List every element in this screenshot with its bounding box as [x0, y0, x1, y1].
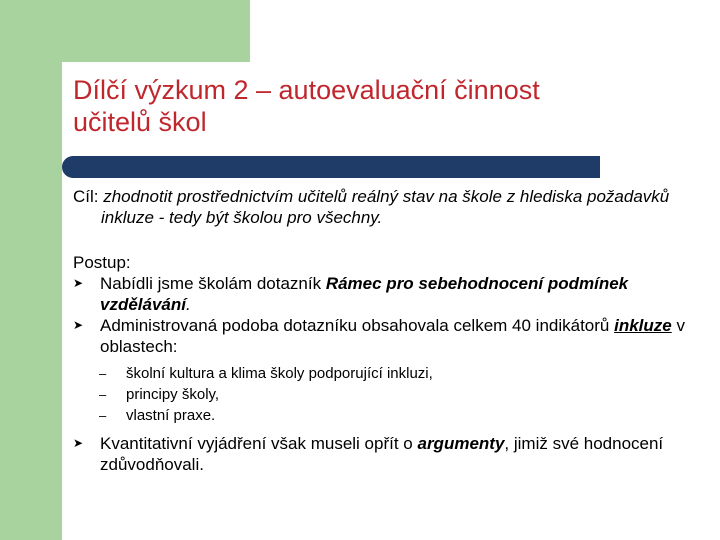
bullet-text: Kvantitativní vyjádření však museli opřít o [100, 434, 418, 453]
bullet-end: . [186, 295, 191, 314]
sub-item [73, 384, 693, 405]
goal-label: Cíl: [73, 187, 99, 206]
bullet-item-questionnaire [73, 273, 693, 315]
bullet-end: v oblastech: [100, 316, 685, 356]
bullet-end: , jimiž své hodnocení zdůvodňovali. [100, 434, 664, 474]
indicator-areas-list [73, 357, 693, 433]
bullet-item-indicators [73, 315, 693, 357]
bullet-emphasis: argumenty [417, 434, 505, 453]
dash-bullet: – [99, 366, 107, 381]
spacer [73, 228, 693, 252]
arrowhead-bullet-icon: ➤ [73, 318, 84, 332]
dash-bullet: – [99, 408, 107, 423]
sub-item [73, 405, 693, 426]
slide-title [73, 74, 693, 138]
bullet-emphasis: inkluze [614, 316, 672, 335]
dash-bullet: – [99, 387, 107, 402]
arrowhead-bullet-icon: ➤ [73, 276, 84, 290]
sub-item-text: vlastní praxe. [126, 407, 216, 424]
bullet-text: Nabídli jsme školám dotazník [100, 274, 326, 293]
bullet-text: Administrovaná podoba dotazníku obsahovala celkem 40 indikátorů [100, 316, 615, 335]
slide-body [73, 186, 693, 475]
sub-item-text: školní kultura a klima školy podporující inkluzi, [126, 365, 433, 382]
sub-item [73, 363, 693, 384]
title-line-1: Dílčí výzkum 2 – autoevaluační činnost [73, 75, 540, 105]
bullet-emphasis: Rámec pro sebehodnocení podmínek vzdělávání [100, 274, 629, 314]
goal-text: zhodnotit prostřednictvím učitelů reálný stav na škole z hlediska požadavků inkluze - tedy být školou pro všechny. [98, 187, 670, 227]
arrowhead-bullet-icon: ➤ [73, 436, 84, 450]
title-divider-bar [62, 156, 600, 178]
title-line-2: učitelů škol [73, 107, 207, 137]
bullet-item-arguments [73, 433, 693, 475]
sub-item-text: principy školy, [126, 386, 220, 403]
procedure-label: Postup: [73, 253, 131, 272]
goal-paragraph [73, 186, 693, 228]
green-accent-strip [0, 0, 62, 540]
